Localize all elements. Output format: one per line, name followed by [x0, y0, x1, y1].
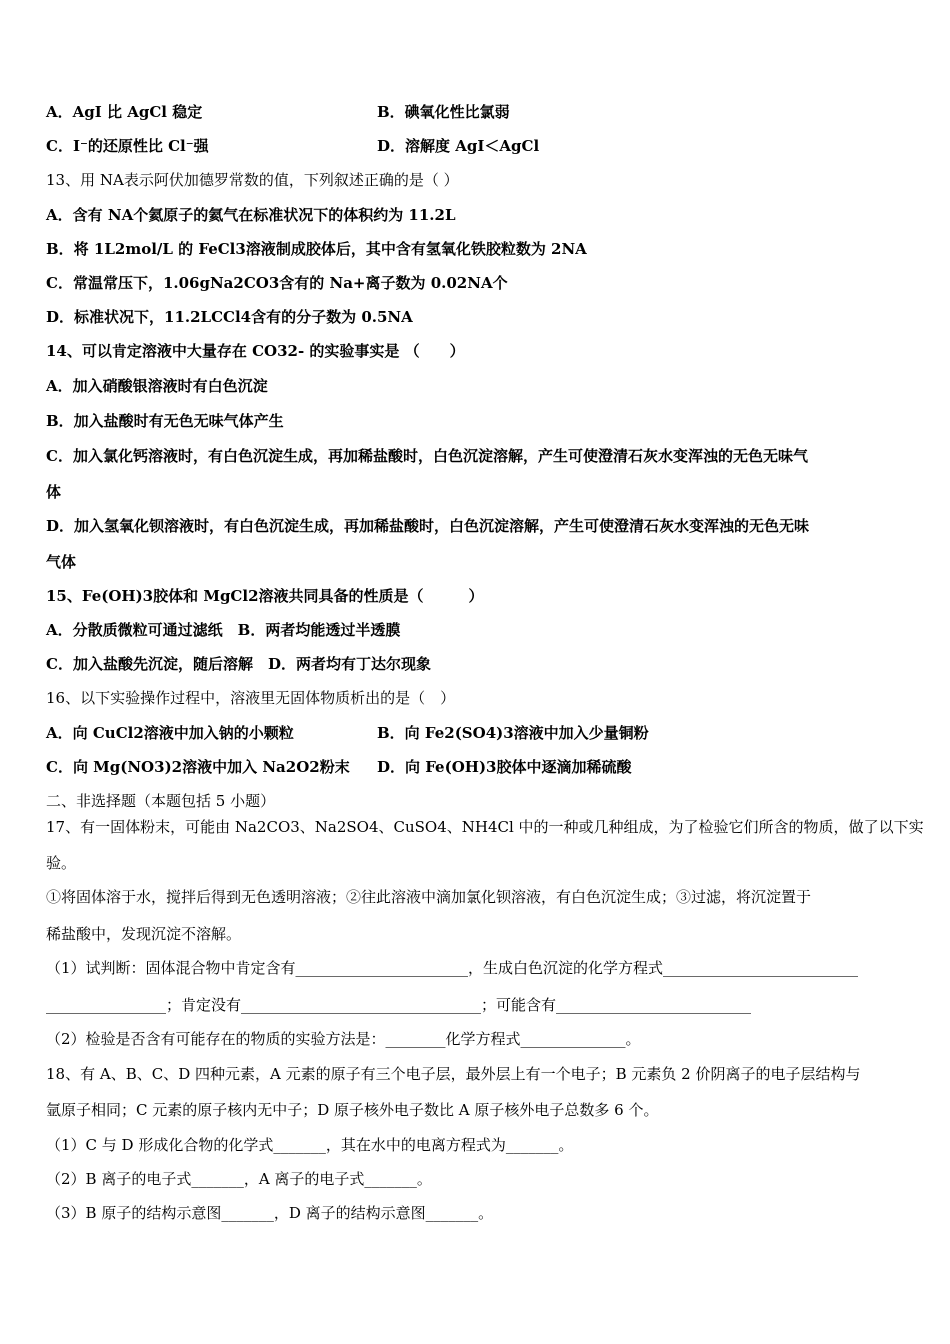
q15-options-cd: C．加入盐酸先沉淀，随后溶解 D．两者均有丁达尔现象 — [46, 655, 431, 673]
q15-options-ab: A．分散质微粒可通过滤纸 B．两者均能透过半透膜 — [46, 621, 401, 639]
q12-option-a: A．AgI 比 AgCl 稳定 — [46, 103, 203, 121]
q12-option-d: D．溶解度 AgI＜AgCl — [377, 137, 540, 155]
q14-option-a: A．加入硝酸银溶液时有白色沉淀 — [46, 377, 268, 395]
q17-stem-line1: 17、有一固体粉末，可能由 Na2CO3、Na2SO4、CuSO4、NH4Cl 中的一种或几种组成，为了检验它们所含的物质，做了以下实 — [46, 818, 924, 836]
q16-option-a: A．向 CuCl2溶液中加入钠的小颗粒 — [46, 724, 294, 742]
q12-option-c: C．I⁻的还原性比 Cl⁻强 — [46, 137, 209, 155]
q13-option-c: C．常温常压下，1.06gNa2CO3含有的 Na+离子数为 0.02NA个 — [46, 274, 508, 292]
q14-stem: 14、可以肯定溶液中大量存在 CO32- 的实验事实是 （ ） — [46, 342, 465, 360]
q17-stem-line2: 验。 — [46, 854, 77, 872]
q16-option-d: D．向 Fe(OH)3胶体中逐滴加稀硫酸 — [377, 758, 632, 776]
q13-option-d: D．标准状况下，11.2LCCl4含有的分子数为 0.5NA — [46, 308, 413, 326]
q17-steps-line1: ①将固体溶于水，搅拌后得到无色透明溶液；②往此溶液中滴加氯化钡溶液，有白色沉淀生成；③过滤，将沉淀置于 — [46, 888, 812, 906]
q13-option-a: A．含有 NA个氦原子的氦气在标准状况下的体积约为 11.2L — [46, 206, 456, 224]
q17-steps-line2: 稀盐酸中，发现沉淀不溶解。 — [46, 925, 242, 943]
q14-option-c-line2: 体 — [46, 483, 62, 501]
q18-part2: （2）B 离子的电子式_______，A 离子的电子式_______。 — [46, 1170, 432, 1188]
q18-part1: （1）C 与 D 形成化合物的化学式_______，其在水中的电离方程式为_______。 — [46, 1136, 574, 1154]
q13-stem: 13、用 NA表示阿伏加德罗常数的值，下列叙述正确的是（ ） — [46, 171, 459, 189]
q15-stem: 15、Fe(OH)3胶体和 MgCl2溶液共同具备的性质是（ ） — [46, 587, 484, 605]
q16-option-b: B．向 Fe2(SO4)3溶液中加入少量铜粉 — [377, 724, 649, 742]
q18-part3: （3）B 原子的结构示意图_______，D 离子的结构示意图_______。 — [46, 1204, 494, 1222]
q12-option-b: B．碘氧化性比氯弱 — [377, 103, 510, 121]
q14-option-c-line1: C．加入氯化钙溶液时，有白色沉淀生成，再加稀盐酸时，白色沉淀溶解，产生可使澄清石灰水变浑浊的无色无味气 — [46, 447, 808, 465]
q17-part1-line1: （1）试判断：固体混合物中肯定含有_______________________，生成白色沉淀的化学方程式__________________________ — [46, 959, 859, 977]
q17-part1-line2: ________________；肯定没有________________________________；可能含有__________________________ — [46, 996, 752, 1014]
q18-stem-line1: 18、有 A、B、C、D 四种元素，A 元素的原子有三个电子层，最外层上有一个电子；B 元素负 2 价阴离子的电子层结构与 — [46, 1065, 861, 1083]
q17-part2: （2）检验是否含有可能存在的物质的实验方法是：________化学方程式______________。 — [46, 1030, 641, 1048]
q16-stem: 16、以下实验操作过程中，溶液里无固体物质析出的是（ ） — [46, 689, 456, 707]
q16-option-c: C．向 Mg(NO3)2溶液中加入 Na2O2粉末 — [46, 758, 350, 776]
q18-stem-line2: 氩原子相同；C 元素的原子核内无中子；D 原子核外电子数比 A 原子核外电子总数多 6 个。 — [46, 1101, 659, 1119]
q14-option-d-line1: D．加入氢氧化钡溶液时，有白色沉淀生成，再加稀盐酸时，白色沉淀溶解，产生可使澄清石灰水变浑浊的无色无味 — [46, 517, 810, 535]
q14-option-d-line2: 气体 — [46, 553, 77, 571]
q13-option-b: B．将 1L2mol/L 的 FeCl3溶液制成胶体后，其中含有氢氧化铁胶粒数为 2NA — [46, 240, 587, 258]
section-2-heading: 二、非选择题（本题包括 5 小题） — [46, 792, 276, 810]
q14-option-b: B．加入盐酸时有无色无味气体产生 — [46, 412, 284, 430]
